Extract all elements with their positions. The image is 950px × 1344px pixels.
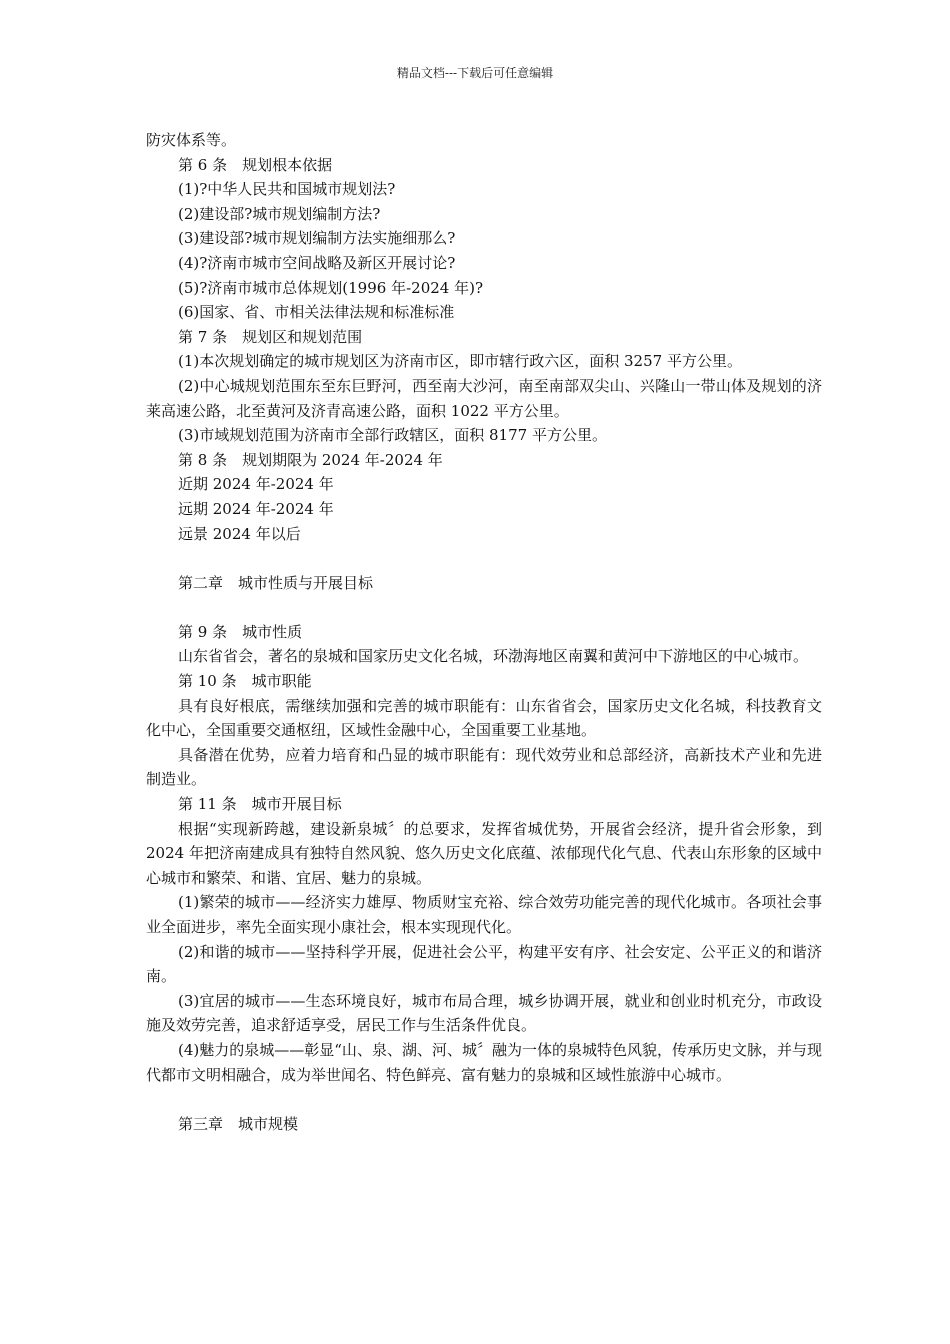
- paragraph: 具有良好根底，需继续加强和完善的城市职能有：山东省省会，国家历史文化名城，科技教育文化中心，全国重要交通枢纽，区域性金融中心，全国重要工业基地。: [146, 696, 822, 740]
- paragraph: (2)和谐的城市——坚持科学开展，促进社会公平，构建平安有序、社会安定、公平正义的和谐济南。: [146, 942, 822, 986]
- text-line: 第 11 条 城市开展目标: [178, 795, 342, 814]
- paragraph: (4)魅力的泉城——彰显“山、泉、湖、河、城〞融为一体的泉城特色风貌，传承历史文脉，并与现代都市文明相融合，成为举世闻名、特色鲜亮、富有魅力的泉城和区域性旅游中心城市。: [146, 1040, 822, 1084]
- text-line: 远期 2024 年-2024 年: [178, 499, 334, 518]
- text-line: 第 7 条 规划区和规划范围: [178, 327, 363, 346]
- paragraph: 山东省省会，著名的泉城和国家历史文化名城，环渤海地区南翼和黄河中下游地区的中心城市。: [178, 647, 809, 666]
- text-line: (3)建设部?城市规划编制方法实施细那么?: [178, 229, 456, 248]
- text-line: 第 9 条 城市性质: [178, 622, 303, 641]
- paragraph: (1)繁荣的城市——经济实力雄厚、物质财宝充裕、综合效劳功能完善的现代化城市。各项社会事业全面进步，率先全面实现小康社会，根本实现现代化。: [146, 893, 822, 936]
- chapter-heading: 第二章 城市性质与开展目标: [178, 573, 374, 592]
- text-line: (1)?中华人民共和国城市规划法?: [178, 180, 396, 199]
- page-header: 精品文档---下载后可任意编辑: [396, 66, 554, 80]
- document-body: [146, 128, 822, 1161]
- chapter-heading: 第三章 城市规模: [178, 1114, 299, 1133]
- text-line: 远景 2024 年以后: [178, 524, 301, 543]
- text-line: 近期 2024 年-2024 年: [178, 475, 334, 494]
- paragraph: (2)中心城规划范围东至东巨野河，西至南大沙河，南至南部双尖山、兴隆山一带山体及规划的济莱高速公路，北至黄河及济青高速公路，面积 1022 平方公里。: [146, 376, 822, 420]
- text-line: 防灾体系等。: [146, 131, 237, 149]
- paragraph: 根据“实现新跨越，建设新泉城〞的总要求，发挥省城优势，开展省会经济，提升省会形象，到 2024 年把济南建成具有独特自然风貌、悠久历史文化底蕴、浓郁现代化气息、代表山东形象的区域中心城市和繁荣、和谐、宜居、魅力的泉城。: [146, 819, 822, 887]
- text-line: (4)?济南市城市空间战略及新区开展讨论?: [178, 253, 456, 272]
- text-line: (6)国家、省、市相关法律法规和标准标准: [178, 303, 455, 322]
- text-line: 第 6 条 规划根本依据: [178, 155, 333, 174]
- text-line: (5)?济南市城市总体规划(1996 年-2024 年)?: [178, 278, 483, 297]
- paragraph: 具备潜在优势，应着力培育和凸显的城市职能有：现代效劳业和总部经济，高新技术产业和先进制造业。: [146, 745, 822, 789]
- text-line: (2)建设部?城市规划编制方法?: [178, 204, 381, 223]
- text-line: 第 10 条 城市职能: [178, 672, 312, 691]
- paragraph: (3)宜居的城市——生态环境良好，城市布局合理，城乡协调开展，就业和创业时机充分，市政设施及效劳完善，追求舒适享受，居民工作与生活条件优良。: [146, 991, 822, 1035]
- text-line: (3)市域规划范围为济南市全部行政辖区，面积 8177 平方公里。: [178, 426, 607, 445]
- text-line: (1)本次规划确定的城市规划区为济南市区，即市辖行政六区，面积 3257 平方公里。: [178, 352, 742, 371]
- text-line: 第 8 条 规划期限为 2024 年-2024 年: [178, 450, 443, 469]
